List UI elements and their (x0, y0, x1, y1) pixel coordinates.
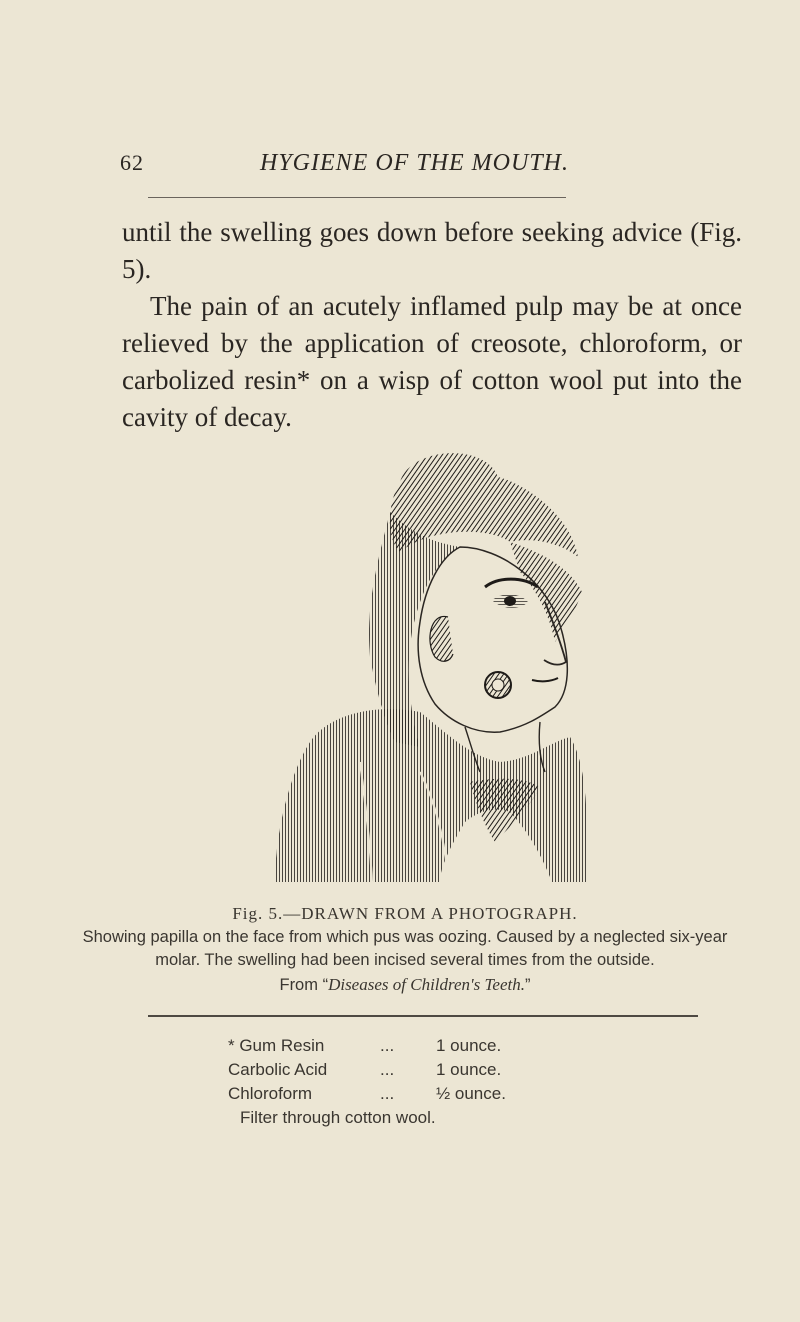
filter-instruction: Filter through cotton wool. (240, 1108, 436, 1127)
figure-source (60, 973, 750, 998)
body-text (122, 214, 742, 436)
figure-description: Showing papilla on the face from which pus was oozing. Caused by a neglected six-year molar. The swelling had been incised several times from the outside. (82, 927, 728, 969)
source-suffix: ” (525, 975, 531, 994)
footnote-rule (148, 1015, 698, 1017)
dress (275, 709, 588, 882)
ingredient-quantity: ½ ounce. (436, 1084, 506, 1103)
ingredient-name: * Gum Resin (228, 1036, 325, 1055)
ingredient-name: Carbolic Acid (228, 1060, 328, 1079)
leader-dots: ... (380, 1036, 395, 1055)
source-prefix: From “ (279, 975, 329, 994)
figure-illustration (270, 442, 592, 882)
source-title: Diseases of Children's Teeth. (328, 974, 525, 994)
ingredient-quantity: 1 ounce. (436, 1036, 502, 1055)
running-title: HYGIENE OF THE MOUTH. (260, 150, 569, 176)
leader-dots: ... (380, 1084, 395, 1103)
footnote-row (228, 1082, 748, 1106)
leader-dots: ... (380, 1060, 395, 1079)
figure-caption (60, 902, 750, 997)
figure-title: Fig. 5.—DRAWN FROM A PHOTOGRAPH. (232, 904, 578, 923)
footnote-row (228, 1058, 748, 1082)
ingredient-quantity: 1 ounce. (436, 1060, 502, 1079)
footnote (228, 1034, 748, 1130)
paragraph-2: The pain of an acutely inflamed pulp may be at once relieved by the application of creosote, chloroform, or carbolized resin* on a wisp of cotton wool put into the cavity of decay. (122, 291, 742, 432)
ingredient-name: Chloroform (228, 1084, 313, 1103)
footnote-row (228, 1034, 748, 1058)
portrait-engraving (270, 442, 592, 882)
header-rule (148, 197, 566, 198)
page-number: 62 (120, 150, 144, 175)
page-header (120, 150, 700, 190)
paragraph-1: until the swelling goes down before seeking advice (Fig. 5). (122, 217, 742, 284)
